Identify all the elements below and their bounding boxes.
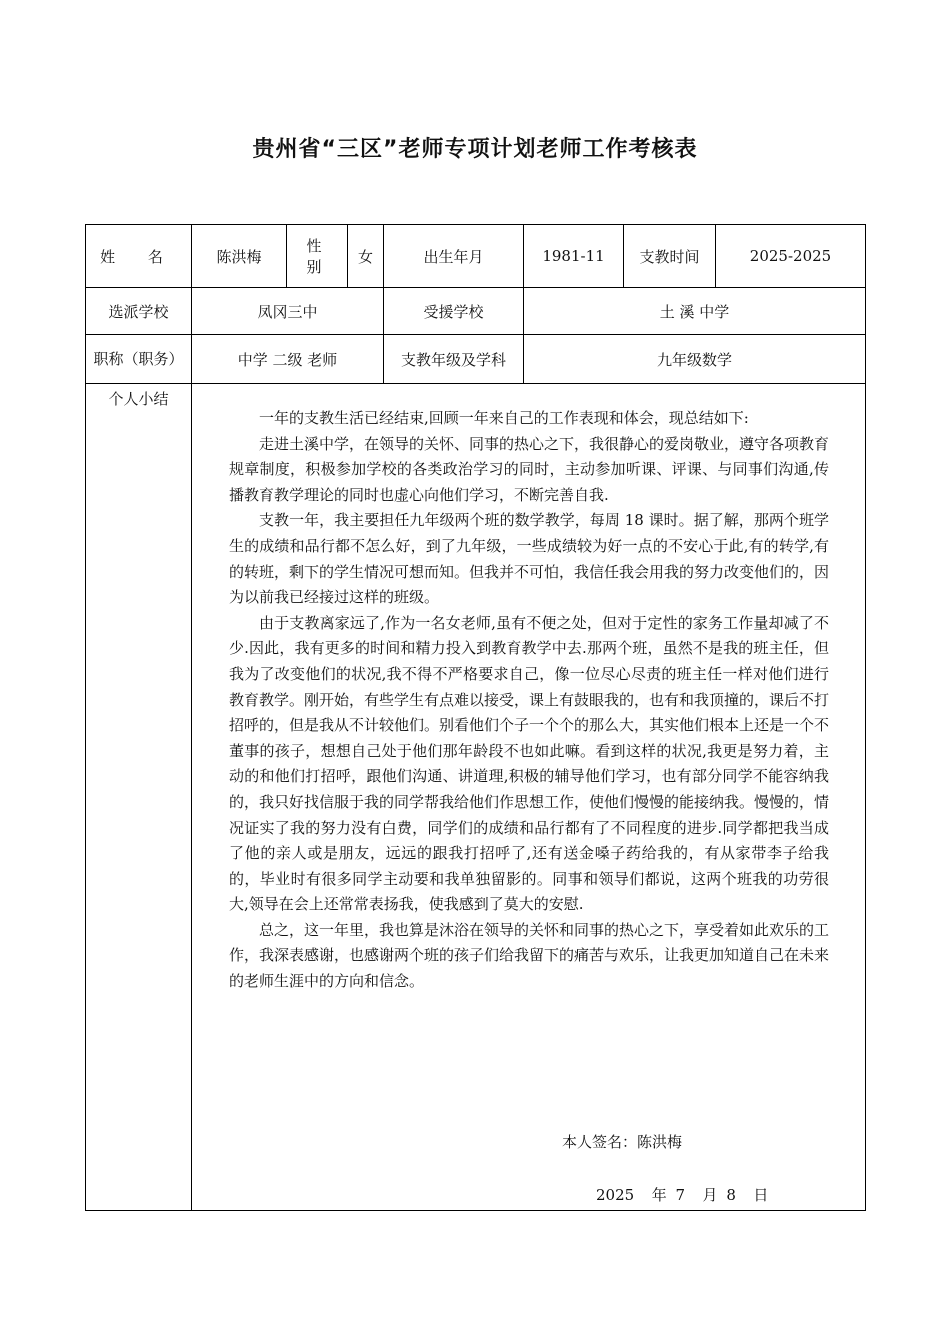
- value-dispatch-school: 凤冈三中: [192, 288, 384, 335]
- summary-paragraph: 支教一年，我主要担任九年级两个班的数学教学，每周 18 课时。据了解，那两个班学生的成绩和品行都不怎么好，到了九年级，一些成绩较为好一点的不安心于此,有的转学,有的转班，剩下的学生情况可想而知。但我并不可怕，我信任我会用我的努力改变他们的，因为以前我已经接过这样的班级。: [229, 511, 830, 607]
- row-basic-info: [86, 225, 866, 288]
- summary-paragraph: 由于支教离家远了,作为一名女老师,虽有不便之处，但对于定性的家务工作量却减了不少.因此，我有更多的时间和精力投入到教育教学中去.那两个班，虽然不是我的班主任，但我为了改变他们的状况,我不得不严格要求自己，像一位尽心尽责的班主任一样对他们进行教育教学。刚开始，有些学生有点难以接受，课上有鼓眼我的，也有和我顶撞的，课后不打招呼的，但是我从不计较他们。别看他们个子一个个的那么大，其实他们根本上还是一个不董事的孩子，想想自己处于他们那年龄段不也如此嘛。看到这样的状况,我更是努力着，主动的和他们打招呼，跟他们沟通、讲道理,积极的辅导他们学习，也有部分同学不能容纳我的，我只好找信服于我的同学帮我给他们作思想工作，使他们慢慢的能接纳我。慢慢的，情况证实了我的努力没有白费，同学们的成绩和品行都有了不同程度的进步.同学都把我当成了他的亲人或是朋友，远远的跟我打招呼了,还有送金嗓子药给我的，有从家带李子给我的，毕业时有很多同学主动要和我单独留影的。同事和领导们都说，这两个班我的功劳很大,领导在会上还常常表扬我，使我感到了莫大的安慰.: [229, 613, 830, 914]
- label-gender: 性 别: [287, 225, 348, 288]
- value-grade-subject: 九年级数学: [524, 335, 866, 384]
- value-name: 陈洪梅: [192, 225, 287, 288]
- row-summary: [86, 384, 866, 1211]
- row-schools: [86, 288, 866, 335]
- summary-text: [229, 406, 829, 995]
- summary-paragraph: 总之，这一年里，我也算是沐浴在领导的关怀和同事的热心之下，享受着如此欢乐的工作，我深表感谢，也感谢两个班的孩子们给我留下的痛苦与欢乐，让我更加知道自己在未来的老师生涯中的方向和信念。: [229, 920, 830, 991]
- label-dispatch-school: 选派学校: [86, 288, 192, 335]
- value-title-position: 中学 二级 老师: [192, 335, 384, 384]
- row-title-subject: [86, 335, 866, 384]
- label-birth: 出生年月: [384, 225, 524, 288]
- label-aided-school: 受援学校: [384, 288, 524, 335]
- value-teaching-time: 2025-2025: [716, 225, 866, 288]
- value-gender: 女: [348, 225, 384, 288]
- summary-cell: [192, 384, 866, 1211]
- assessment-table: [85, 224, 866, 1211]
- label-teaching-time: 支教时间: [624, 225, 716, 288]
- summary-paragraph: 走进土溪中学，在领导的关怀、同事的热心之下，我很静心的爱岗敬业，遵守各项教育规章制度，积极参加学校的各类政治学习的同时，主动参加听课、评课、与同事们沟通,传播教育教学理论的同时也虚心向他们学习，不断完善自我.: [229, 434, 830, 504]
- label-title-position: 职称（职务）: [86, 335, 192, 384]
- form-title: 贵州省“三区”老师专项计划老师工作考核表: [252, 137, 698, 162]
- summary-paragraph: 一年的支教生活已经结束,回顾一年来自己的工作表现和体会，现总结如下:: [259, 409, 749, 427]
- signature-date: 2025 年 7 月 8 日: [596, 1186, 769, 1204]
- label-grade-subject: 支教年级及学科: [384, 335, 524, 384]
- value-aided-school: 土 溪 中学: [524, 288, 866, 335]
- label-personal-summary: 个人小结: [86, 384, 192, 1211]
- value-birth: 1981-11: [524, 225, 624, 288]
- signature: 本人签名：陈洪梅: [562, 1133, 683, 1151]
- label-name: 姓 名: [86, 225, 192, 288]
